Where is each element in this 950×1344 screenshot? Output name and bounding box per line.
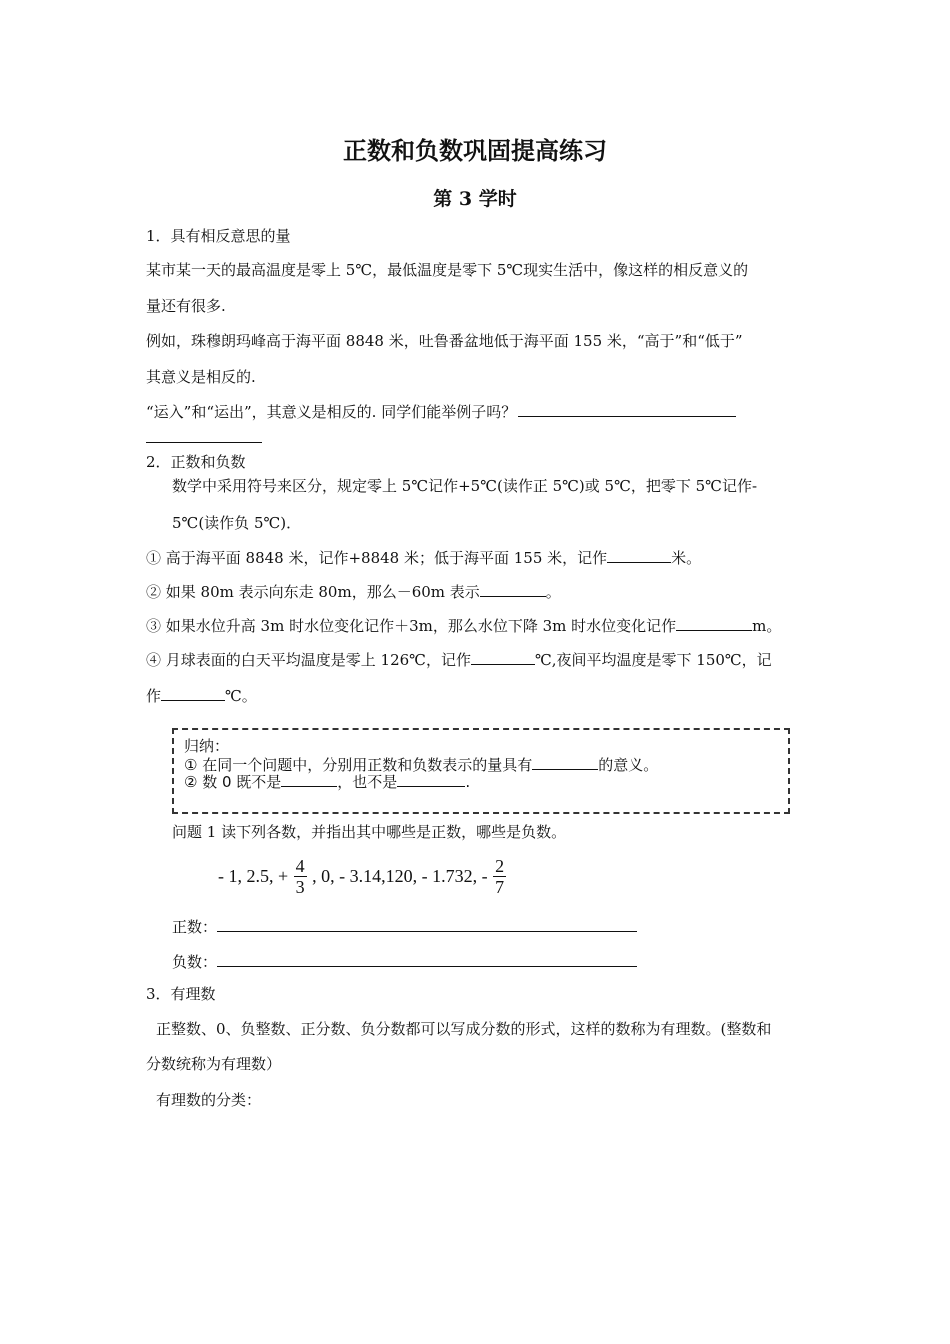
summary-item-1-end: 的意义。 <box>598 756 659 774</box>
section1-paragraph2-line2: 其意义是相反的. <box>146 368 256 386</box>
summary-item-2 <box>184 771 470 791</box>
problem1-prompt: 问题 1 读下列各数，并指出其中哪些是正数，哪些是负数。 <box>172 823 567 841</box>
answer-blank-q4-night[interactable] <box>161 685 225 701</box>
answer-blank-q2[interactable] <box>480 581 546 597</box>
section1-paragraph3 <box>146 401 736 422</box>
section2-paragraph-line1: 数学中采用符号来区分，规定零上 5℃记作+5℃(读作正 5℃)或 5℃，把零下 5℃记作- <box>172 477 758 495</box>
number-list-part2: , 0, - 3.14,120, - 1.732, - <box>312 866 488 886</box>
number-list-part1: - 1, 2.5, + <box>218 866 289 886</box>
question-1-text: ① 高于海平面 8848 米，记作+8848 米；低于海平面 155 米，记作 <box>146 549 608 567</box>
section1-heading: 1．具有相反意思的量 <box>146 227 291 245</box>
question-2-end: 。 <box>545 583 561 601</box>
section1-paragraph1-line2: 量还有很多. <box>146 297 226 315</box>
answer-blank-examples-cont[interactable] <box>146 427 262 448</box>
page-subtitle: 第 3 学时 <box>433 188 517 210</box>
section3-paragraph-line1: 正整数、0、负整数、正分数、负分数都可以写成分数的形式，这样的数称为有理数。(整数和 <box>156 1020 772 1038</box>
summary-item-2-end: . <box>465 773 471 791</box>
section3-paragraph-line2: 分数统称为有理数） <box>146 1055 282 1073</box>
fraction-two-sevenths <box>493 856 506 897</box>
fraction2-numerator: 2 <box>495 856 505 876</box>
summary-item-1-text: ① 在同一个问题中，分别用正数和负数表示的量具有 <box>184 756 533 774</box>
question-4-text-cont: 作 <box>146 687 162 705</box>
question-3-unit: m。 <box>752 617 782 635</box>
fraction-four-thirds <box>294 856 307 897</box>
question-4-text-mid: ℃,夜间平均温度是零下 150℃，记 <box>534 651 772 669</box>
fraction1-denominator: 3 <box>295 877 305 897</box>
answer-blank-summary-2a[interactable] <box>281 771 337 787</box>
problem1-number-list <box>218 856 507 906</box>
question-3-text: ③ 如果水位升高 3m 时水位变化记作＋3m，那么水位下降 3m 时水位变化记作 <box>146 617 677 635</box>
answer-blank-positive[interactable] <box>217 916 637 932</box>
answer-blank-examples[interactable] <box>518 401 736 417</box>
negative-label: 负数： <box>172 953 218 971</box>
fraction2-denominator: 7 <box>495 877 505 897</box>
page-title: 正数和负数巩固提高练习 <box>343 136 607 165</box>
fraction1-numerator: 4 <box>295 856 305 876</box>
positive-label: 正数： <box>172 918 218 936</box>
summary-label: 归纳： <box>184 737 230 755</box>
question-1 <box>146 547 701 568</box>
answer-blank-negative[interactable] <box>217 951 637 967</box>
section1-paragraph2-line1: 例如，珠穆朗玛峰高于海平面 8848 米，吐鲁番盆地低于海平面 155 米，“高于”和“低于” <box>146 332 743 350</box>
section3-heading: 3．有理数 <box>146 985 216 1003</box>
question-4-unit: ℃。 <box>225 687 257 705</box>
section1-paragraph3-text: “运入”和“运出”，其意义是相反的. 同学们能举例子吗？ <box>146 403 517 421</box>
answer-blank-q4-day[interactable] <box>471 649 535 665</box>
question-2 <box>146 581 561 602</box>
answer-blank-summary-1[interactable] <box>532 754 598 770</box>
answer-blank-q1[interactable] <box>607 547 671 563</box>
answer-blank-summary-2b[interactable] <box>397 771 465 787</box>
classification-label: 有理数的分类： <box>156 1091 262 1109</box>
summary-box <box>172 728 790 814</box>
section1-paragraph1-line1: 某市某一天的最高温度是零上 5℃，最低温度是零下 5℃现实生活中，像这样的相反意义的 <box>146 261 749 279</box>
question-4-text: ④ 月球表面的白天平均温度是零上 126℃，记作 <box>146 651 471 669</box>
section2-heading: 2．正数和负数 <box>146 453 246 471</box>
question-2-text: ② 如果 80m 表示向东走 80m，那么－60m 表示 <box>146 583 480 601</box>
summary-item-2-mid: ，也不是 <box>337 773 398 791</box>
question-1-unit: 米。 <box>671 549 702 567</box>
question-4-line1 <box>146 649 772 670</box>
positive-answer-row <box>172 916 637 937</box>
answer-blank-q3[interactable] <box>676 615 752 631</box>
negative-answer-row <box>172 951 637 972</box>
question-3 <box>146 615 781 636</box>
summary-item-2-text: ② 数 0 既不是 <box>184 773 282 791</box>
question-4-line2 <box>146 685 257 706</box>
section2-paragraph-line2: 5℃(读作负 5℃)． <box>172 514 302 532</box>
